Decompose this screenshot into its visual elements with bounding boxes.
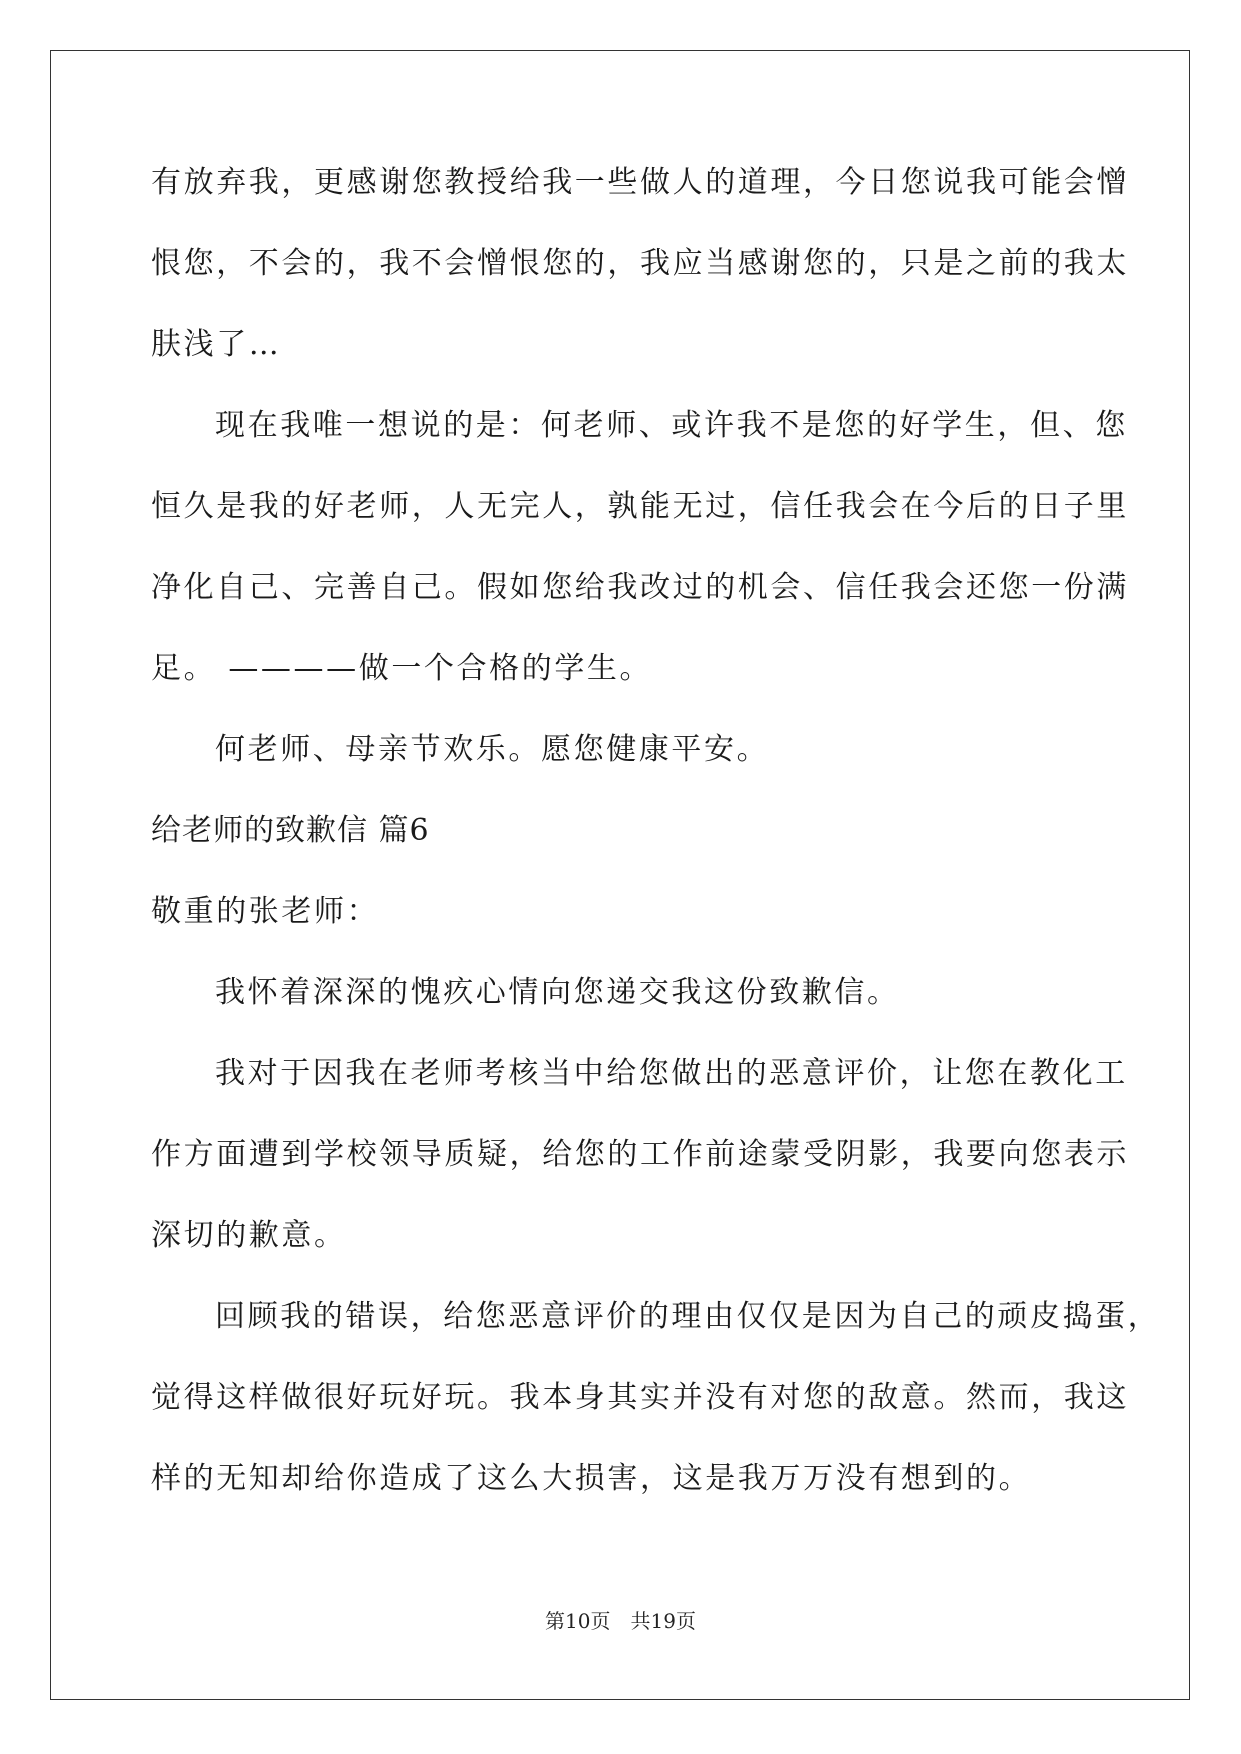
text-line: 净化自己、完善自己。假如您给我改过的机会、信任我会还您一份满 — [151, 570, 1129, 605]
text-line: 我怀着深深的愧疚心情向您递交我这份致歉信。 — [215, 975, 900, 1010]
text-line: 恨您，不会的，我不会憎恨您的，我应当感谢您的，只是之前的我太 — [151, 246, 1129, 281]
page-number: 第10页 共19页 — [545, 1609, 696, 1633]
text-line: 足。 ————做一个合格的学生。 — [151, 651, 653, 686]
text-line: 恒久是我的好老师，人无完人，孰能无过，信任我会在今后的日子里 — [151, 489, 1129, 524]
text-line: 深切的歉意。 — [151, 1218, 347, 1253]
text-line: 肤浅了… — [151, 327, 282, 362]
text-line: 何老师、母亲节欢乐。愿您健康平安。 — [215, 732, 770, 767]
text-line: 我对于因我在老师考核当中给您做出的恶意评价，让您在教化工 — [215, 1056, 1128, 1091]
salutation: 敬重的张老师： — [151, 894, 380, 929]
text-line: 觉得这样做很好玩好玩。我本身其实并没有对您的敌意。然而，我这 — [151, 1380, 1129, 1415]
text-line: 作方面遭到学校领导质疑，给您的工作前途蒙受阴影，我要向您表示 — [151, 1137, 1129, 1172]
text-line: 回顾我的错误，给您恶意评价的理由仅仅是因为自己的顽皮捣蛋， — [215, 1299, 1161, 1334]
document-body — [151, 158, 1161, 1535]
text-line: 样的无知却给你造成了这么大损害，这是我万万没有想到的。 — [151, 1461, 1032, 1496]
text-line: 现在我唯一想说的是：何老师、或许我不是您的好学生，但、您 — [215, 408, 1128, 443]
text-line: 有放弃我，更感谢您教授给我一些做人的道理，今日您说我可能会憎 — [151, 165, 1129, 200]
section-heading: 给老师的致歉信 篇6 — [151, 813, 430, 848]
